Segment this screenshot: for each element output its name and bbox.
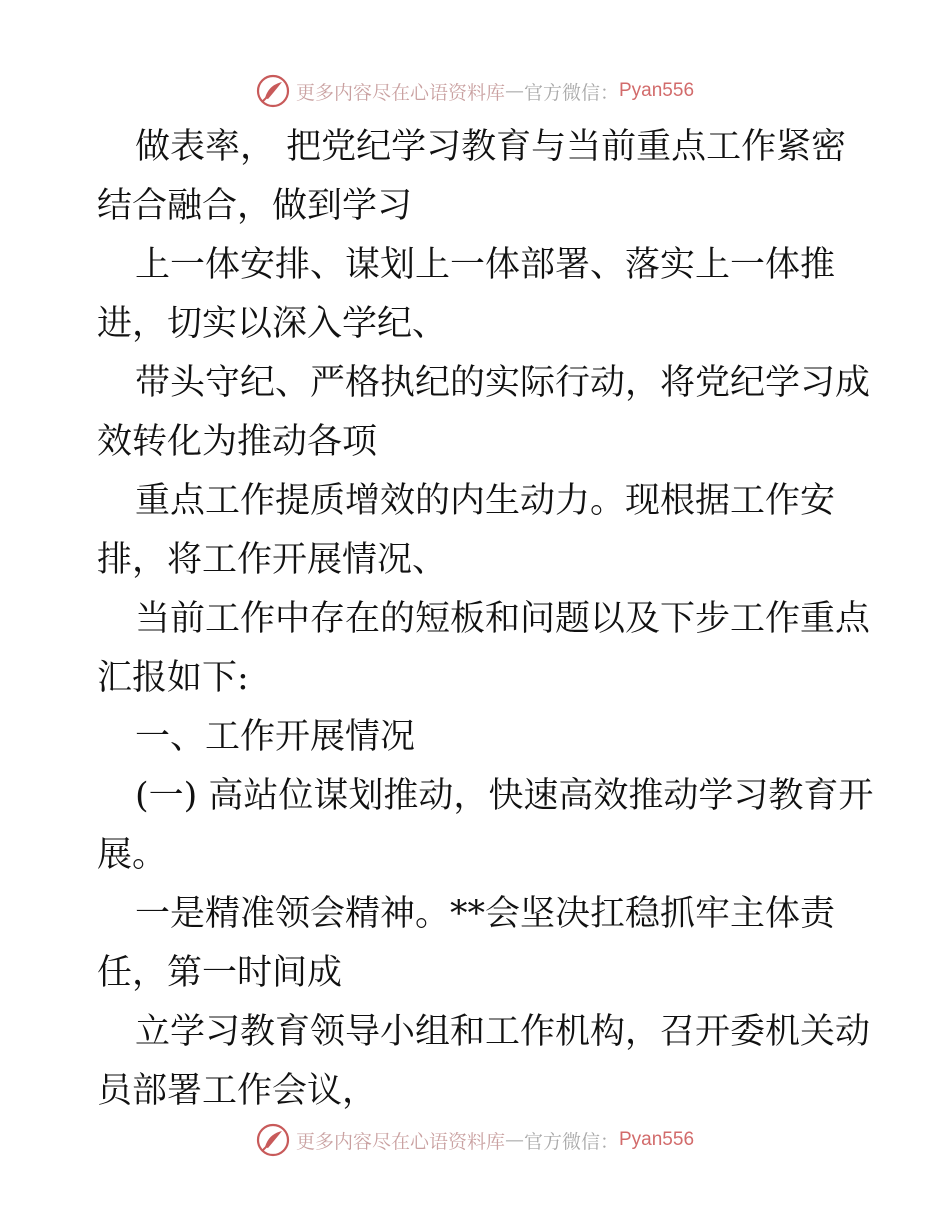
banner-wechat-label: 官方微信： xyxy=(523,81,619,104)
doc-line: 员部署工作会议， xyxy=(97,1071,378,1111)
doc-line: 排，将工作开展情况、 xyxy=(97,540,448,580)
footer-watermark-banner xyxy=(0,1120,950,1160)
banner-main-text: 更多内容尽在心语资料库 xyxy=(295,81,505,104)
doc-line: 结合融合，做到学习 xyxy=(97,186,413,226)
document-body xyxy=(97,118,874,1121)
banner-wechat-label: 官方微信： xyxy=(523,1130,619,1153)
logo-icon xyxy=(256,1123,290,1157)
banner-dash: — xyxy=(504,80,524,102)
subsection-heading: (一) 高站位谋划推动，快速高效推动学习教育开 xyxy=(135,776,874,816)
doc-line: 展。 xyxy=(97,835,168,875)
doc-line: 一是精准领会精神。**会坚决扛稳抓牢主体责 xyxy=(135,894,836,934)
doc-line: 上一体安排、谋划上一体部署、落实上一体推 xyxy=(135,245,836,285)
doc-line: 当前工作中存在的短板和问题以及下步工作重点 xyxy=(135,599,871,639)
doc-line: 立学习教育领导小组和工作机构，召开委机关动 xyxy=(135,1012,871,1052)
logo-icon xyxy=(256,74,290,108)
header-watermark-banner xyxy=(0,71,950,111)
doc-line: 带头守纪、严格执纪的实际行动，将党纪学习成 xyxy=(135,363,871,403)
doc-line: 汇报如下: xyxy=(97,658,249,698)
banner-dash: — xyxy=(504,1129,524,1151)
doc-line: 任，第一时间成 xyxy=(97,953,343,993)
section-heading: 一、工作开展情况 xyxy=(135,717,416,757)
doc-line: 重点工作提质增效的内生动力。现根据工作安 xyxy=(135,481,836,521)
banner-wechat-id: Pyan556 xyxy=(619,80,695,101)
doc-line: 进，切实以深入学纪、 xyxy=(97,304,448,344)
banner-wechat-id: Pyan556 xyxy=(619,1129,695,1150)
doc-line: 做表率， 把党纪学习教育与当前重点工作紧密 xyxy=(135,127,847,167)
doc-line: 效转化为推动各项 xyxy=(97,422,378,462)
banner-main-text: 更多内容尽在心语资料库 xyxy=(295,1130,505,1153)
